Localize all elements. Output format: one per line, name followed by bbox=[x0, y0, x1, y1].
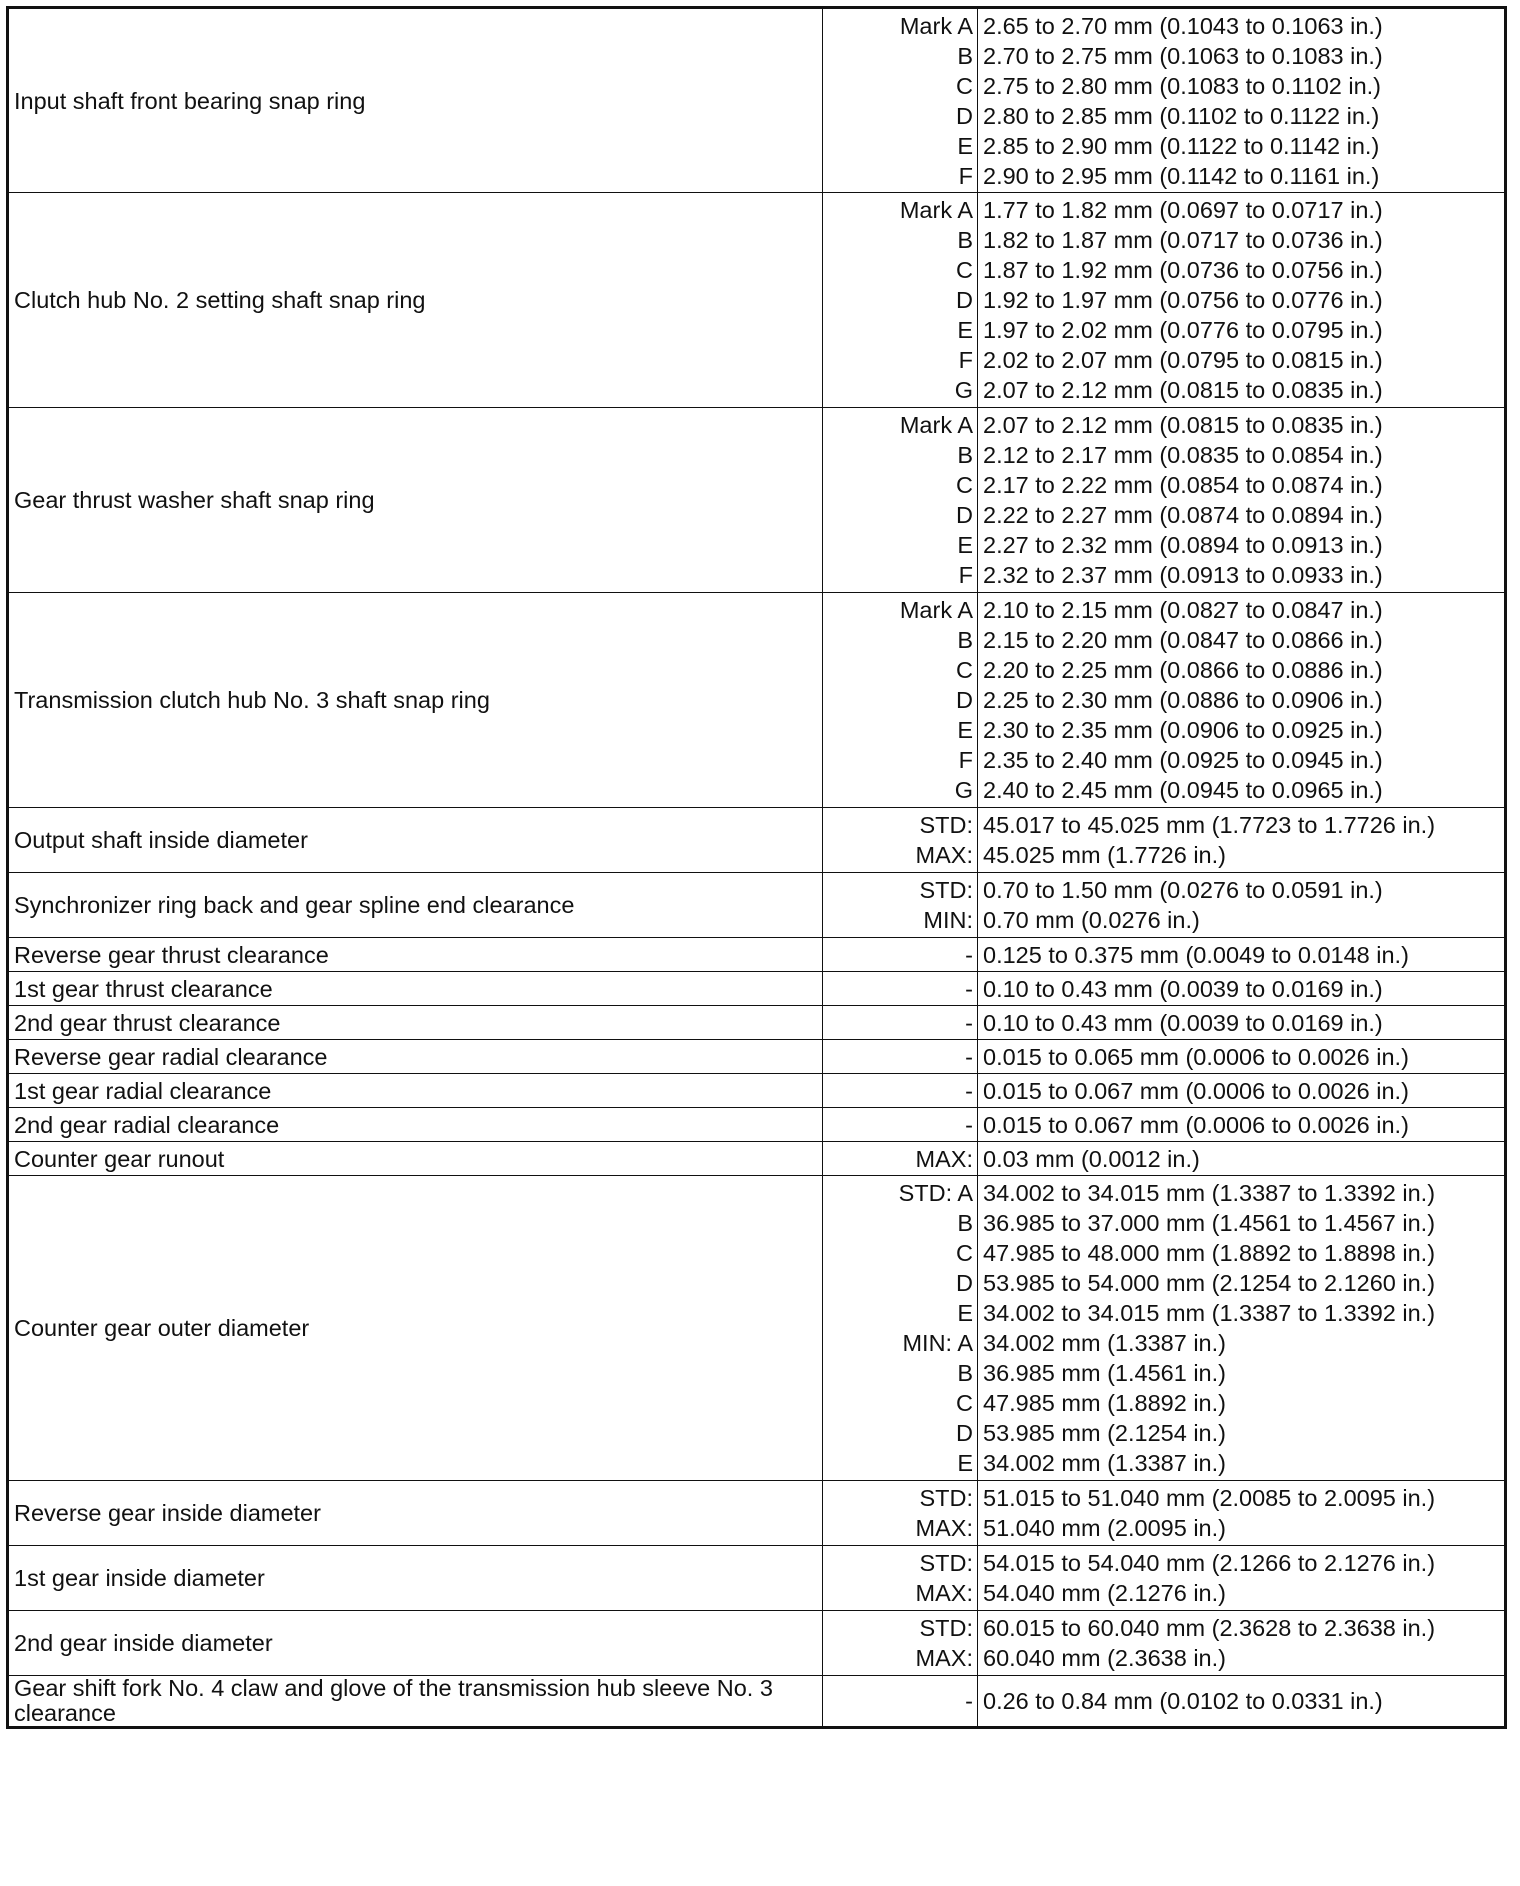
spec-item-name: 1st gear thrust clearance bbox=[8, 972, 823, 1006]
spec-item-name: Gear shift fork No. 4 claw and glove of the transmission hub sleeve No. 3 clearance bbox=[8, 1676, 823, 1728]
spec-item-name: Clutch hub No. 2 setting shaft snap ring bbox=[8, 193, 823, 408]
spec-row bbox=[8, 1176, 1506, 1481]
spec-mark: E bbox=[957, 532, 973, 558]
spec-value: 2.90 to 2.95 mm (0.1142 to 0.1161 in.) bbox=[983, 162, 1380, 189]
spec-mark-cell bbox=[823, 1546, 978, 1611]
spec-mark-cell bbox=[823, 193, 978, 408]
spec-value: 2.15 to 2.20 mm (0.0847 to 0.0866 in.) bbox=[983, 627, 1383, 653]
spec-value: 2.35 to 2.40 mm (0.0925 to 0.0945 in.) bbox=[983, 747, 1383, 773]
spec-mark-cell bbox=[823, 1611, 978, 1676]
spec-value-cell bbox=[978, 1546, 1506, 1611]
spec-mark: D bbox=[956, 287, 973, 313]
spec-value: 34.002 mm (1.3387 in.) bbox=[983, 1330, 1226, 1356]
spec-mark-cell bbox=[823, 1074, 978, 1108]
spec-value-cell bbox=[978, 193, 1506, 408]
spec-value: 34.002 to 34.015 mm (1.3387 to 1.3392 in.) bbox=[983, 1300, 1436, 1326]
spec-mark-cell bbox=[823, 1176, 978, 1481]
spec-item-name: Input shaft front bearing snap ring bbox=[8, 8, 823, 193]
spec-value-cell bbox=[978, 1611, 1506, 1676]
spec-value: 2.25 to 2.30 mm (0.0886 to 0.0906 in.) bbox=[983, 687, 1383, 713]
spec-mark-cell bbox=[823, 1108, 978, 1142]
spec-value: 47.985 mm (1.8892 in.) bbox=[983, 1390, 1226, 1416]
spec-value-cell bbox=[978, 408, 1506, 593]
spec-item-name: Gear thrust washer shaft snap ring bbox=[8, 408, 823, 593]
spec-mark: B bbox=[957, 227, 973, 253]
spec-value: 60.015 to 60.040 mm (2.3628 to 2.3638 in.) bbox=[983, 1615, 1436, 1641]
spec-value: 1.82 to 1.87 mm (0.0717 to 0.0736 in.) bbox=[983, 227, 1383, 253]
spec-mark: C bbox=[956, 1240, 973, 1266]
spec-value: 53.985 mm (2.1254 in.) bbox=[983, 1420, 1226, 1446]
spec-value: 2.17 to 2.22 mm (0.0854 to 0.0874 in.) bbox=[983, 472, 1383, 498]
spec-mark: Mark A bbox=[899, 12, 973, 39]
spec-row bbox=[8, 1108, 1506, 1142]
spec-value: 1.92 to 1.97 mm (0.0756 to 0.0776 in.) bbox=[983, 287, 1383, 313]
spec-value: 2.40 to 2.45 mm (0.0945 to 0.0965 in.) bbox=[983, 777, 1383, 803]
spec-row bbox=[8, 193, 1506, 408]
spec-value: 0.10 to 0.43 mm (0.0039 to 0.0169 in.) bbox=[983, 975, 1383, 1002]
spec-value: 2.80 to 2.85 mm (0.1102 to 0.1122 in.) bbox=[983, 102, 1380, 129]
spec-mark: STD: bbox=[919, 1485, 973, 1511]
spec-item-name: Reverse gear thrust clearance bbox=[8, 938, 823, 972]
spec-value: 2.27 to 2.32 mm (0.0894 to 0.0913 in.) bbox=[983, 532, 1383, 558]
spec-mark: E bbox=[957, 1300, 973, 1326]
spec-mark-cell bbox=[823, 1142, 978, 1176]
spec-value-cell bbox=[978, 1142, 1506, 1176]
spec-mark: G bbox=[954, 777, 973, 803]
spec-item-name: Counter gear outer diameter bbox=[8, 1176, 823, 1481]
spec-mark: - bbox=[965, 1111, 973, 1138]
spec-row bbox=[8, 593, 1506, 808]
spec-mark: MIN: bbox=[923, 907, 973, 933]
spec-mark-cell bbox=[823, 1040, 978, 1074]
spec-mark: E bbox=[957, 317, 973, 343]
spec-value: 2.20 to 2.25 mm (0.0866 to 0.0886 in.) bbox=[983, 657, 1383, 683]
spec-row bbox=[8, 8, 1506, 193]
spec-mark: Mark A bbox=[899, 197, 973, 223]
spec-value: 60.040 mm (2.3638 in.) bbox=[983, 1645, 1226, 1671]
spec-value: 0.015 to 0.067 mm (0.0006 to 0.0026 in.) bbox=[983, 1077, 1409, 1104]
spec-mark-cell bbox=[823, 938, 978, 972]
spec-mark: D bbox=[956, 687, 973, 713]
spec-value: 1.97 to 2.02 mm (0.0776 to 0.0795 in.) bbox=[983, 317, 1383, 343]
spec-row bbox=[8, 408, 1506, 593]
spec-mark: F bbox=[958, 347, 973, 373]
spec-item-name: 1st gear inside diameter bbox=[8, 1546, 823, 1611]
spec-value: 0.10 to 0.43 mm (0.0039 to 0.0169 in.) bbox=[983, 1009, 1383, 1036]
spec-value-cell bbox=[978, 593, 1506, 808]
spec-mark: - bbox=[965, 975, 973, 1002]
spec-mark: MAX: bbox=[915, 1515, 973, 1541]
spec-table bbox=[6, 6, 1507, 1729]
spec-value: 2.75 to 2.80 mm (0.1083 to 0.1102 in.) bbox=[983, 72, 1382, 99]
spec-value: 34.002 mm (1.3387 in.) bbox=[983, 1450, 1226, 1476]
spec-mark: B bbox=[957, 1210, 973, 1236]
spec-mark: C bbox=[956, 1390, 973, 1416]
spec-value: 51.015 to 51.040 mm (2.0085 to 2.0095 in.) bbox=[983, 1485, 1436, 1511]
spec-value: 51.040 mm (2.0095 in.) bbox=[983, 1515, 1226, 1541]
spec-item-name: Counter gear runout bbox=[8, 1142, 823, 1176]
spec-value: 2.07 to 2.12 mm (0.0815 to 0.0835 in.) bbox=[983, 377, 1383, 403]
spec-mark: E bbox=[957, 1450, 973, 1476]
spec-value: 2.70 to 2.75 mm (0.1063 to 0.1083 in.) bbox=[983, 42, 1383, 69]
spec-value: 45.017 to 45.025 mm (1.7723 to 1.7726 in.) bbox=[983, 812, 1436, 838]
spec-value: 54.040 mm (2.1276 in.) bbox=[983, 1580, 1226, 1606]
spec-value: 1.77 to 1.82 mm (0.0697 to 0.0717 in.) bbox=[983, 197, 1383, 223]
spec-mark: B bbox=[957, 42, 973, 69]
spec-mark: - bbox=[965, 941, 973, 968]
spec-value: 53.985 to 54.000 mm (2.1254 to 2.1260 in.) bbox=[983, 1270, 1436, 1296]
spec-value: 0.26 to 0.84 mm (0.0102 to 0.0331 in.) bbox=[983, 1688, 1383, 1714]
spec-item-name: Output shaft inside diameter bbox=[8, 808, 823, 873]
spec-mark: STD: bbox=[919, 812, 973, 838]
spec-value-cell bbox=[978, 1006, 1506, 1040]
spec-mark: F bbox=[958, 562, 973, 588]
spec-value: 2.07 to 2.12 mm (0.0815 to 0.0835 in.) bbox=[983, 412, 1383, 438]
spec-value: 2.65 to 2.70 mm (0.1043 to 0.1063 in.) bbox=[983, 12, 1383, 39]
spec-table-body bbox=[8, 8, 1506, 1728]
spec-value: 2.10 to 2.15 mm (0.0827 to 0.0847 in.) bbox=[983, 597, 1383, 623]
spec-item-name: 1st gear radial clearance bbox=[8, 1074, 823, 1108]
spec-mark: - bbox=[965, 1688, 973, 1714]
spec-mark: D bbox=[956, 1270, 973, 1296]
spec-value: 0.70 to 1.50 mm (0.0276 to 0.0591 in.) bbox=[983, 877, 1383, 903]
spec-value-cell bbox=[978, 1108, 1506, 1142]
spec-value: 54.015 to 54.040 mm (2.1266 to 2.1276 in.) bbox=[983, 1550, 1436, 1576]
spec-mark: B bbox=[957, 1360, 973, 1386]
spec-item-name: Transmission clutch hub No. 3 shaft snap ring bbox=[8, 593, 823, 808]
spec-mark: D bbox=[956, 1420, 973, 1446]
spec-mark: B bbox=[957, 627, 973, 653]
spec-value-cell bbox=[978, 1676, 1506, 1728]
spec-mark: F bbox=[958, 747, 973, 773]
spec-mark-cell bbox=[823, 972, 978, 1006]
spec-value: 34.002 to 34.015 mm (1.3387 to 1.3392 in.) bbox=[983, 1180, 1436, 1206]
spec-mark: F bbox=[958, 162, 973, 189]
spec-item-name: Synchronizer ring back and gear spline end clearance bbox=[8, 873, 823, 938]
spec-row bbox=[8, 972, 1506, 1006]
spec-value: 0.70 mm (0.0276 in.) bbox=[983, 907, 1200, 933]
spec-mark: STD: bbox=[919, 1615, 973, 1641]
spec-mark: Mark A bbox=[899, 597, 973, 623]
spec-value: 0.03 mm (0.0012 in.) bbox=[983, 1145, 1200, 1172]
spec-value: 1.87 to 1.92 mm (0.0736 to 0.0756 in.) bbox=[983, 257, 1383, 283]
spec-mark: STD: bbox=[919, 1550, 973, 1576]
spec-value: 2.85 to 2.90 mm (0.1122 to 0.1142 in.) bbox=[983, 132, 1380, 159]
spec-mark-cell bbox=[823, 1481, 978, 1546]
spec-value: 2.22 to 2.27 mm (0.0874 to 0.0894 in.) bbox=[983, 502, 1383, 528]
spec-item-name: 2nd gear radial clearance bbox=[8, 1108, 823, 1142]
spec-row bbox=[8, 1546, 1506, 1611]
spec-row bbox=[8, 808, 1506, 873]
spec-mark: MAX: bbox=[915, 842, 973, 868]
spec-value: 0.015 to 0.067 mm (0.0006 to 0.0026 in.) bbox=[983, 1111, 1409, 1138]
spec-mark: B bbox=[957, 442, 973, 468]
spec-value-cell bbox=[978, 1040, 1506, 1074]
spec-row bbox=[8, 1040, 1506, 1074]
spec-mark: C bbox=[956, 657, 973, 683]
spec-row bbox=[8, 1006, 1506, 1040]
spec-mark: - bbox=[965, 1009, 973, 1036]
spec-mark-cell bbox=[823, 593, 978, 808]
spec-row bbox=[8, 873, 1506, 938]
spec-value-cell bbox=[978, 972, 1506, 1006]
spec-value-cell bbox=[978, 873, 1506, 938]
spec-mark: MAX: bbox=[915, 1145, 973, 1172]
spec-mark: C bbox=[956, 472, 973, 498]
spec-item-name: Reverse gear inside diameter bbox=[8, 1481, 823, 1546]
spec-item-name: Reverse gear radial clearance bbox=[8, 1040, 823, 1074]
spec-value-cell bbox=[978, 1176, 1506, 1481]
spec-mark: STD: A bbox=[898, 1180, 973, 1206]
spec-value-cell bbox=[978, 808, 1506, 873]
spec-mark-cell bbox=[823, 808, 978, 873]
spec-value: 2.02 to 2.07 mm (0.0795 to 0.0815 in.) bbox=[983, 347, 1383, 373]
spec-mark: E bbox=[957, 132, 973, 159]
spec-value: 45.025 mm (1.7726 in.) bbox=[983, 842, 1226, 868]
spec-row bbox=[8, 1481, 1506, 1546]
spec-mark: - bbox=[965, 1077, 973, 1104]
spec-mark: C bbox=[956, 257, 973, 283]
spec-mark: Mark A bbox=[899, 412, 973, 438]
spec-mark-cell bbox=[823, 873, 978, 938]
spec-mark: STD: bbox=[919, 877, 973, 903]
spec-mark: - bbox=[965, 1043, 973, 1070]
spec-mark: D bbox=[956, 502, 973, 528]
spec-row bbox=[8, 1142, 1506, 1176]
spec-value: 2.12 to 2.17 mm (0.0835 to 0.0854 in.) bbox=[983, 442, 1383, 468]
spec-row bbox=[8, 938, 1506, 972]
spec-mark-cell bbox=[823, 1676, 978, 1728]
spec-mark: E bbox=[957, 717, 973, 743]
spec-value: 36.985 to 37.000 mm (1.4561 to 1.4567 in.) bbox=[983, 1210, 1436, 1236]
spec-mark-cell bbox=[823, 8, 978, 193]
spec-value-cell bbox=[978, 1074, 1506, 1108]
spec-value-cell bbox=[978, 1481, 1506, 1546]
spec-value: 2.32 to 2.37 mm (0.0913 to 0.0933 in.) bbox=[983, 562, 1383, 588]
spec-value: 0.125 to 0.375 mm (0.0049 to 0.0148 in.) bbox=[983, 941, 1409, 968]
spec-item-name: 2nd gear inside diameter bbox=[8, 1611, 823, 1676]
spec-value-cell bbox=[978, 8, 1506, 193]
spec-row bbox=[8, 1676, 1506, 1728]
spec-mark: MIN: A bbox=[902, 1330, 973, 1356]
spec-value: 47.985 to 48.000 mm (1.8892 to 1.8898 in.) bbox=[983, 1240, 1436, 1266]
spec-value-cell bbox=[978, 938, 1506, 972]
spec-mark: C bbox=[956, 72, 973, 99]
spec-value: 36.985 mm (1.4561 in.) bbox=[983, 1360, 1226, 1386]
spec-item-name: 2nd gear thrust clearance bbox=[8, 1006, 823, 1040]
spec-mark: MAX: bbox=[915, 1645, 973, 1671]
spec-mark-cell bbox=[823, 1006, 978, 1040]
spec-value: 2.30 to 2.35 mm (0.0906 to 0.0925 in.) bbox=[983, 717, 1383, 743]
spec-row bbox=[8, 1611, 1506, 1676]
spec-mark: G bbox=[954, 377, 973, 403]
spec-mark-cell bbox=[823, 408, 978, 593]
spec-mark: MAX: bbox=[915, 1580, 973, 1606]
spec-mark: D bbox=[956, 102, 973, 129]
spec-value: 0.015 to 0.065 mm (0.0006 to 0.0026 in.) bbox=[983, 1043, 1409, 1070]
spec-row bbox=[8, 1074, 1506, 1108]
